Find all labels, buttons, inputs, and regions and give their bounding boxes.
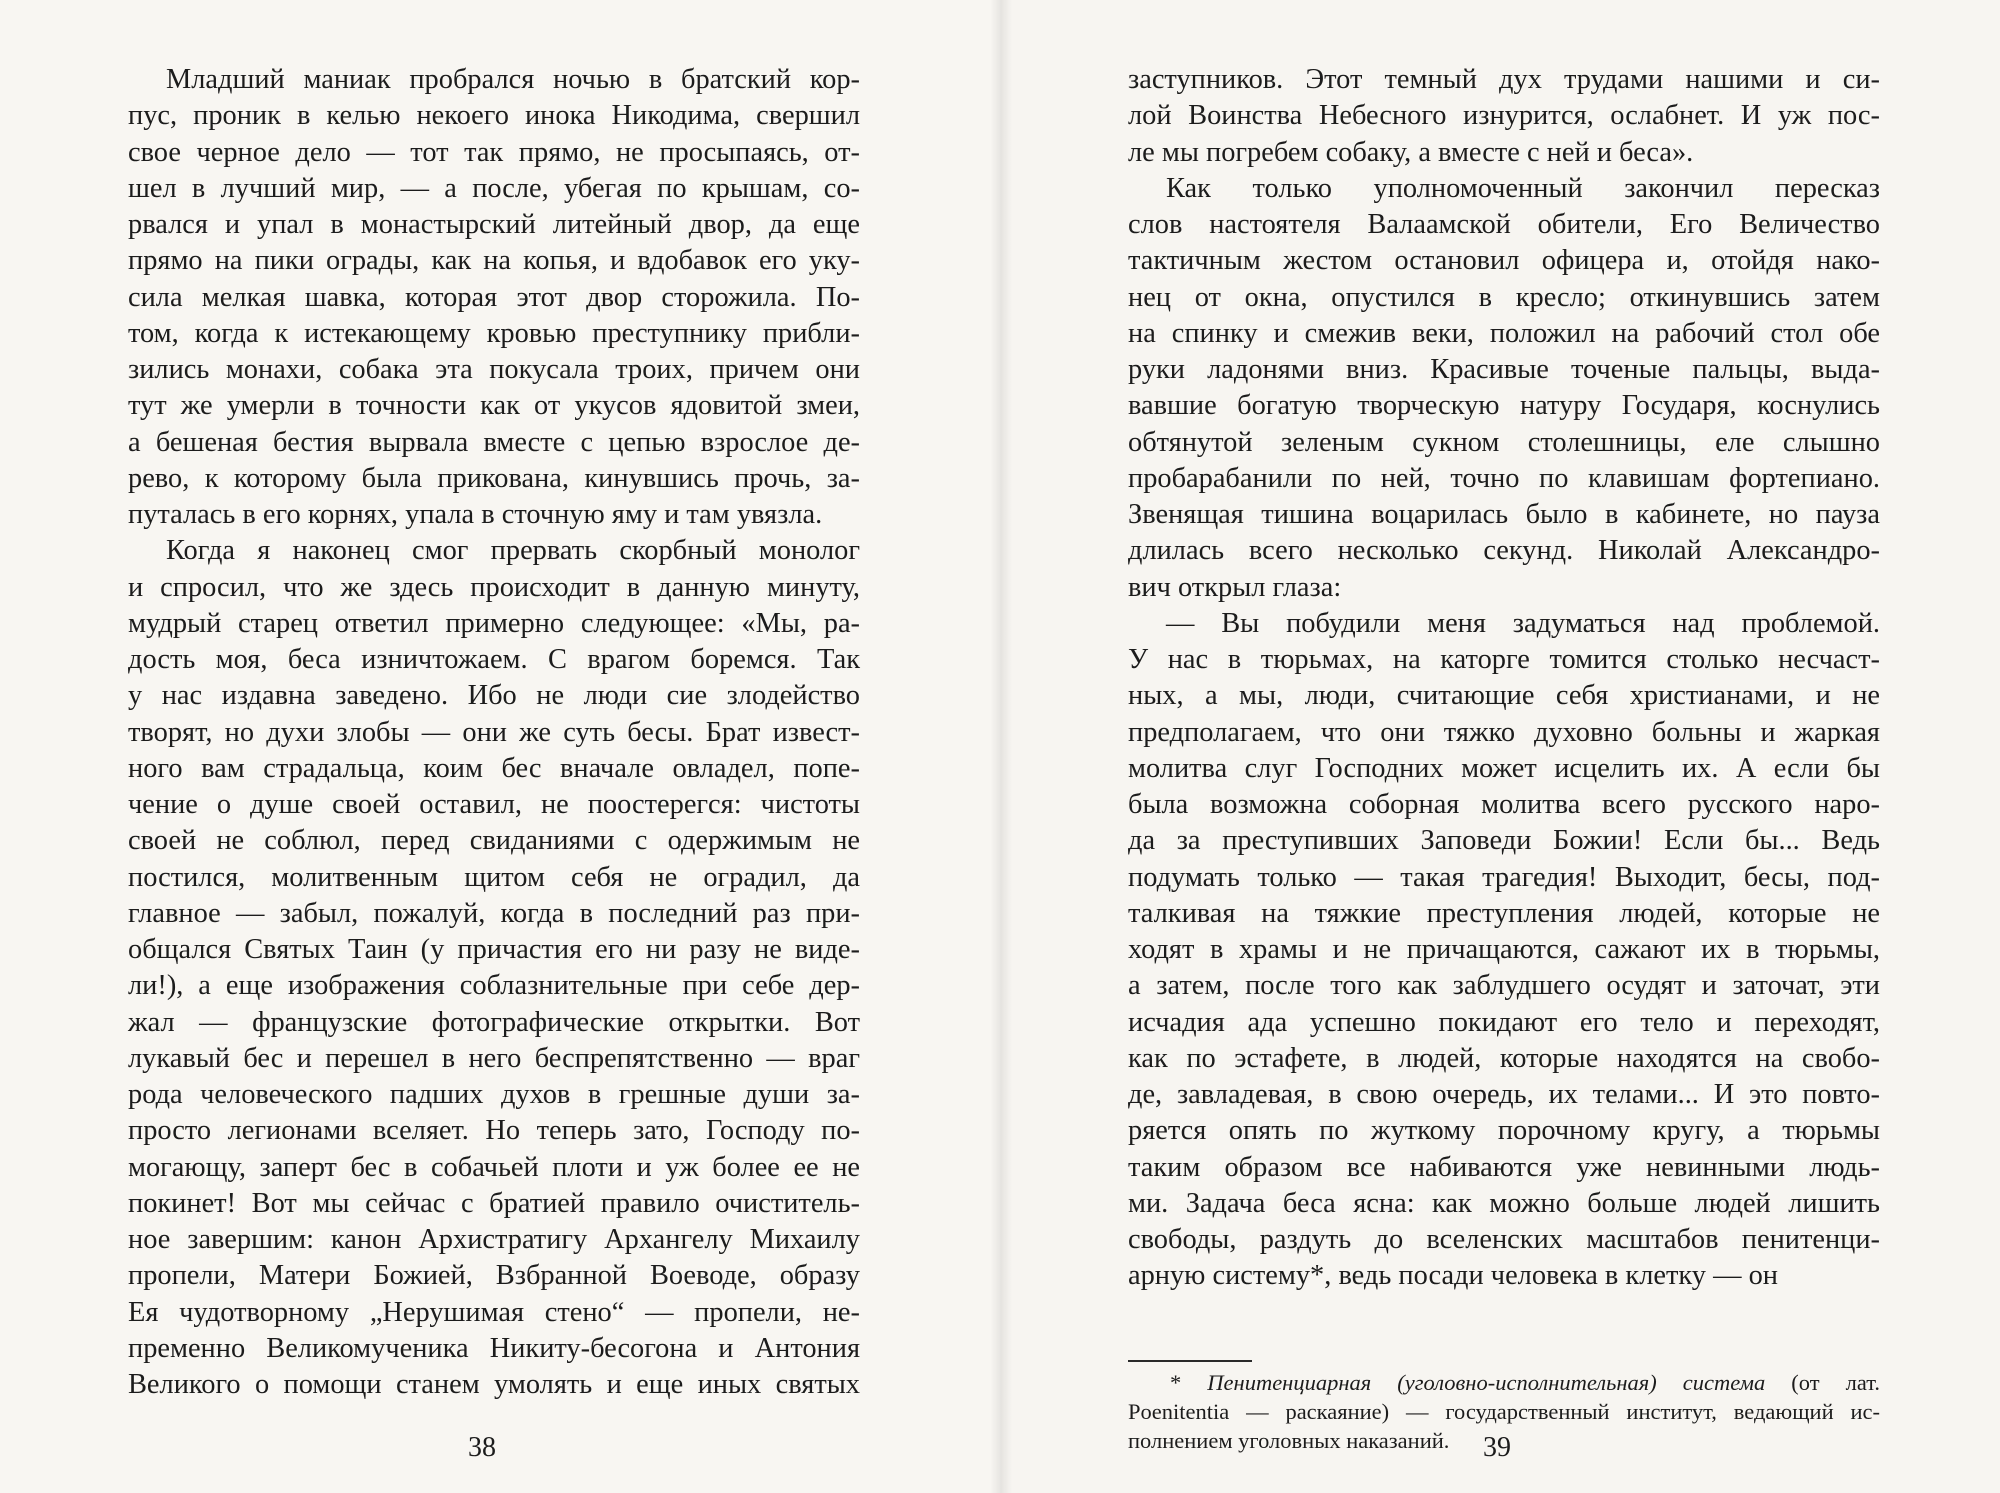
text-line: У нас в тюрьмах, на каторге томится столько несчаст- xyxy=(1128,644,1880,675)
page-number-right: 39 xyxy=(1483,1432,1511,1463)
left-page-text xyxy=(128,62,860,1403)
text-line: жал — французские фотографические открытки. Вот xyxy=(128,1006,860,1038)
text-line: ное завершим: канон Архистратигу Архангелу Михаилу xyxy=(128,1224,860,1255)
text-line: Ея чудотворному „Нерушимая стено“ — пропели, не- xyxy=(128,1296,860,1328)
text-line: мудрый старец ответил примерно следующее: «Мы, ра- xyxy=(128,607,860,639)
footnote-term: Пенитенциарная (уголовно-исполнительная) система xyxy=(1207,1370,1766,1395)
text-line: шел в лучший мир, — а после, убегая по крышам, со- xyxy=(128,172,860,204)
footnote-line: полнением уголовных наказаний. xyxy=(1128,1428,1450,1453)
text-line: прямо на пики ограды, как на копья, и вдобавок его уку- xyxy=(128,245,860,277)
footnote-line: Poenitentia — раскаяние) — государственный институт, ведающий ис- xyxy=(1128,1399,1880,1424)
text-line: пробарабанили по ней, точно по клавишам фортепиано. xyxy=(1128,462,1880,494)
footnote-marker: * xyxy=(1170,1370,1208,1395)
text-line: на спинку и смежив веки, положил на рабочий стол обе xyxy=(1128,317,1880,349)
text-line: чение о душе своей оставил, не поостерегся: чистоты xyxy=(128,789,860,820)
text-line: рево, к которому была прикована, кинувшись прочь, за- xyxy=(128,462,860,494)
text-line: вич открыл глаза: xyxy=(1128,571,1342,603)
footnote-line xyxy=(1128,1368,1880,1397)
text-line: пременно Великомученика Никиту-бесогона и Антония xyxy=(128,1332,860,1364)
text-line: слов настоятеля Валаамской обители, Его Величество xyxy=(1128,209,1880,240)
text-line: лой Воинства Небесного изнурится, ослабнет. И уж пос- xyxy=(1128,100,1880,132)
text-line: длилась всего несколько секунд. Николай Александро- xyxy=(1128,535,1880,567)
text-line: предполагаем, что они тяжко духовно больны и жаркая xyxy=(1128,716,1880,748)
text-line: главное — забыл, пожалуй, когда в последний раз при- xyxy=(128,897,860,929)
text-line: таким образом все набиваются уже невинными людь- xyxy=(1128,1151,1880,1183)
text-line: арную систему*, ведь посади человека в клетку — он xyxy=(1128,1260,1778,1292)
text-line: постился, молитвенным щитом себя не оградил, да xyxy=(128,861,860,893)
text-line: ле мы погребем собаку, а вместе с ней и беса». xyxy=(1128,136,1694,168)
book-gutter-shadow xyxy=(990,0,1012,1493)
text-line: Младший маниак пробрался ночью в братский кор- xyxy=(166,64,860,95)
text-line: ного вам страдальца, коим бес вначале овладел, попе- xyxy=(128,752,860,784)
text-line: свободы, раздуть до вселенских масштабов пенитенци- xyxy=(1128,1224,1880,1255)
text-line: ходят в храмы и не причащаются, сажают их в тюрьмы, xyxy=(1128,934,1880,965)
text-line: могающу, заперт бес в собачьей плоти и уж более ее не xyxy=(128,1151,860,1183)
text-line: своей не соблюл, перед свиданиями с одержимым не xyxy=(128,825,860,857)
text-line: сила мелкая шавка, которая этот двор сторожила. По- xyxy=(128,281,860,313)
text-line: Как только уполномоченный закончил пересказ xyxy=(1166,172,1880,204)
text-line: творят, но духи злобы — они же суть бесы. Брат извест- xyxy=(128,716,860,748)
text-line: ми. Задача беса ясна: как можно больше людей лишить xyxy=(1128,1187,1880,1219)
text-line: де, завладевая, в свою очередь, их телами... И это повто- xyxy=(1128,1079,1880,1110)
text-line: пус, проник в келью некоего инока Никодима, свершил xyxy=(128,100,860,132)
text-line: была возможна соборная молитва всего русского наро- xyxy=(1128,789,1880,820)
text-line: тактичным жестом остановил офицера и, отойдя нако- xyxy=(1128,245,1880,277)
footnote-line1-rest: (от лат. xyxy=(1765,1370,1881,1395)
text-line: талкивая на тяжкие преступления людей, которые не xyxy=(1128,897,1880,929)
text-line: — Вы побудили меня задуматься над проблемой. xyxy=(1166,607,1880,639)
text-line: пропели, Матери Божией, Взбранной Воеводе, образу xyxy=(128,1260,860,1292)
right-page-text xyxy=(1128,62,1880,1295)
text-line: Звенящая тишина воцарилась было в кабинете, но пауза xyxy=(1128,499,1880,530)
text-line: свое черное дело — тот так прямо, не просыпаясь, от- xyxy=(128,136,860,168)
text-line: тут же умерли в точности как от укусов ядовитой змеи, xyxy=(128,390,860,422)
text-line: обтянутой зеленым сукном столешницы, еле слышно xyxy=(1128,426,1880,458)
text-line: просто легионами вселяет. Но теперь зато, Господу по- xyxy=(128,1115,860,1147)
text-line: покинет! Вот мы сейчас с братией правило очиститель- xyxy=(128,1187,860,1219)
text-line: том, когда к истекающему кровью преступнику прибли- xyxy=(128,317,860,349)
text-line: Великого о помощи станем умолять и еще иных святых xyxy=(128,1369,860,1400)
text-line: подумать только — такая трагедия! Выходит, бесы, под- xyxy=(1128,861,1880,893)
footnote-divider xyxy=(1128,1360,1252,1362)
text-line: да за преступивших Заповеди Божии! Если бы... Ведь xyxy=(1128,825,1880,857)
text-line: зились монахи, собака эта покусала троих, причем они xyxy=(128,354,860,385)
text-line: ли!), а еще изображения соблазнительные при себе дер- xyxy=(128,970,860,1002)
text-line: ных, а мы, люди, считающие себя христианами, и не xyxy=(1128,680,1880,712)
text-line: а бешеная бестия вырвала вместе с цепью взрослое де- xyxy=(128,426,860,458)
text-line: нец от окна, опустился в кресло; откинувшись затем xyxy=(1128,281,1880,313)
text-line: и спросил, что же здесь происходит в данную минуту, xyxy=(128,571,860,603)
right-page xyxy=(1000,0,2000,1493)
text-line: общался Святых Таин (у причастия его ни разу не виде- xyxy=(128,934,860,965)
text-line: лукавый бес и перешел в него беспрепятственно — враг xyxy=(128,1042,860,1074)
text-line: путалась в его корнях, упала в сточную яму и там увязла. xyxy=(128,499,823,530)
text-line: дость моя, беса изничтожаем. С врагом боремся. Так xyxy=(128,644,860,675)
text-line: ряется опять по жуткому порочному кругу, а тюрьмы xyxy=(1128,1115,1880,1147)
text-line: исчадия ада успешно покидают его тело и переходят, xyxy=(1128,1006,1880,1038)
text-line: Когда я наконец смог прервать скорбный монолог xyxy=(166,535,860,567)
text-line: молитва слуг Господних может исцелить их. А если бы xyxy=(1128,752,1880,784)
text-line: а затем, после того как заблудшего осудят и заточат, эти xyxy=(1128,970,1880,1002)
text-line: рвался и упал в монастырский литейный двор, да еще xyxy=(128,209,860,240)
text-line: вавшие богатую творческую натуру Государя, коснулись xyxy=(1128,390,1880,422)
text-line: у нас издавна заведено. Ибо не люди сие злодейство xyxy=(128,680,860,712)
text-line: как по эстафете, в людей, которые находятся на свобо- xyxy=(1128,1042,1880,1074)
text-line: руки ладонями вниз. Красивые точеные пальцы, выда- xyxy=(1128,354,1880,385)
text-line: рода человеческого падших духов в грешные души за- xyxy=(128,1079,860,1110)
text-line: заступников. Этот темный дух трудами нашими и си- xyxy=(1128,64,1880,95)
page-number-left: 38 xyxy=(468,1432,496,1463)
